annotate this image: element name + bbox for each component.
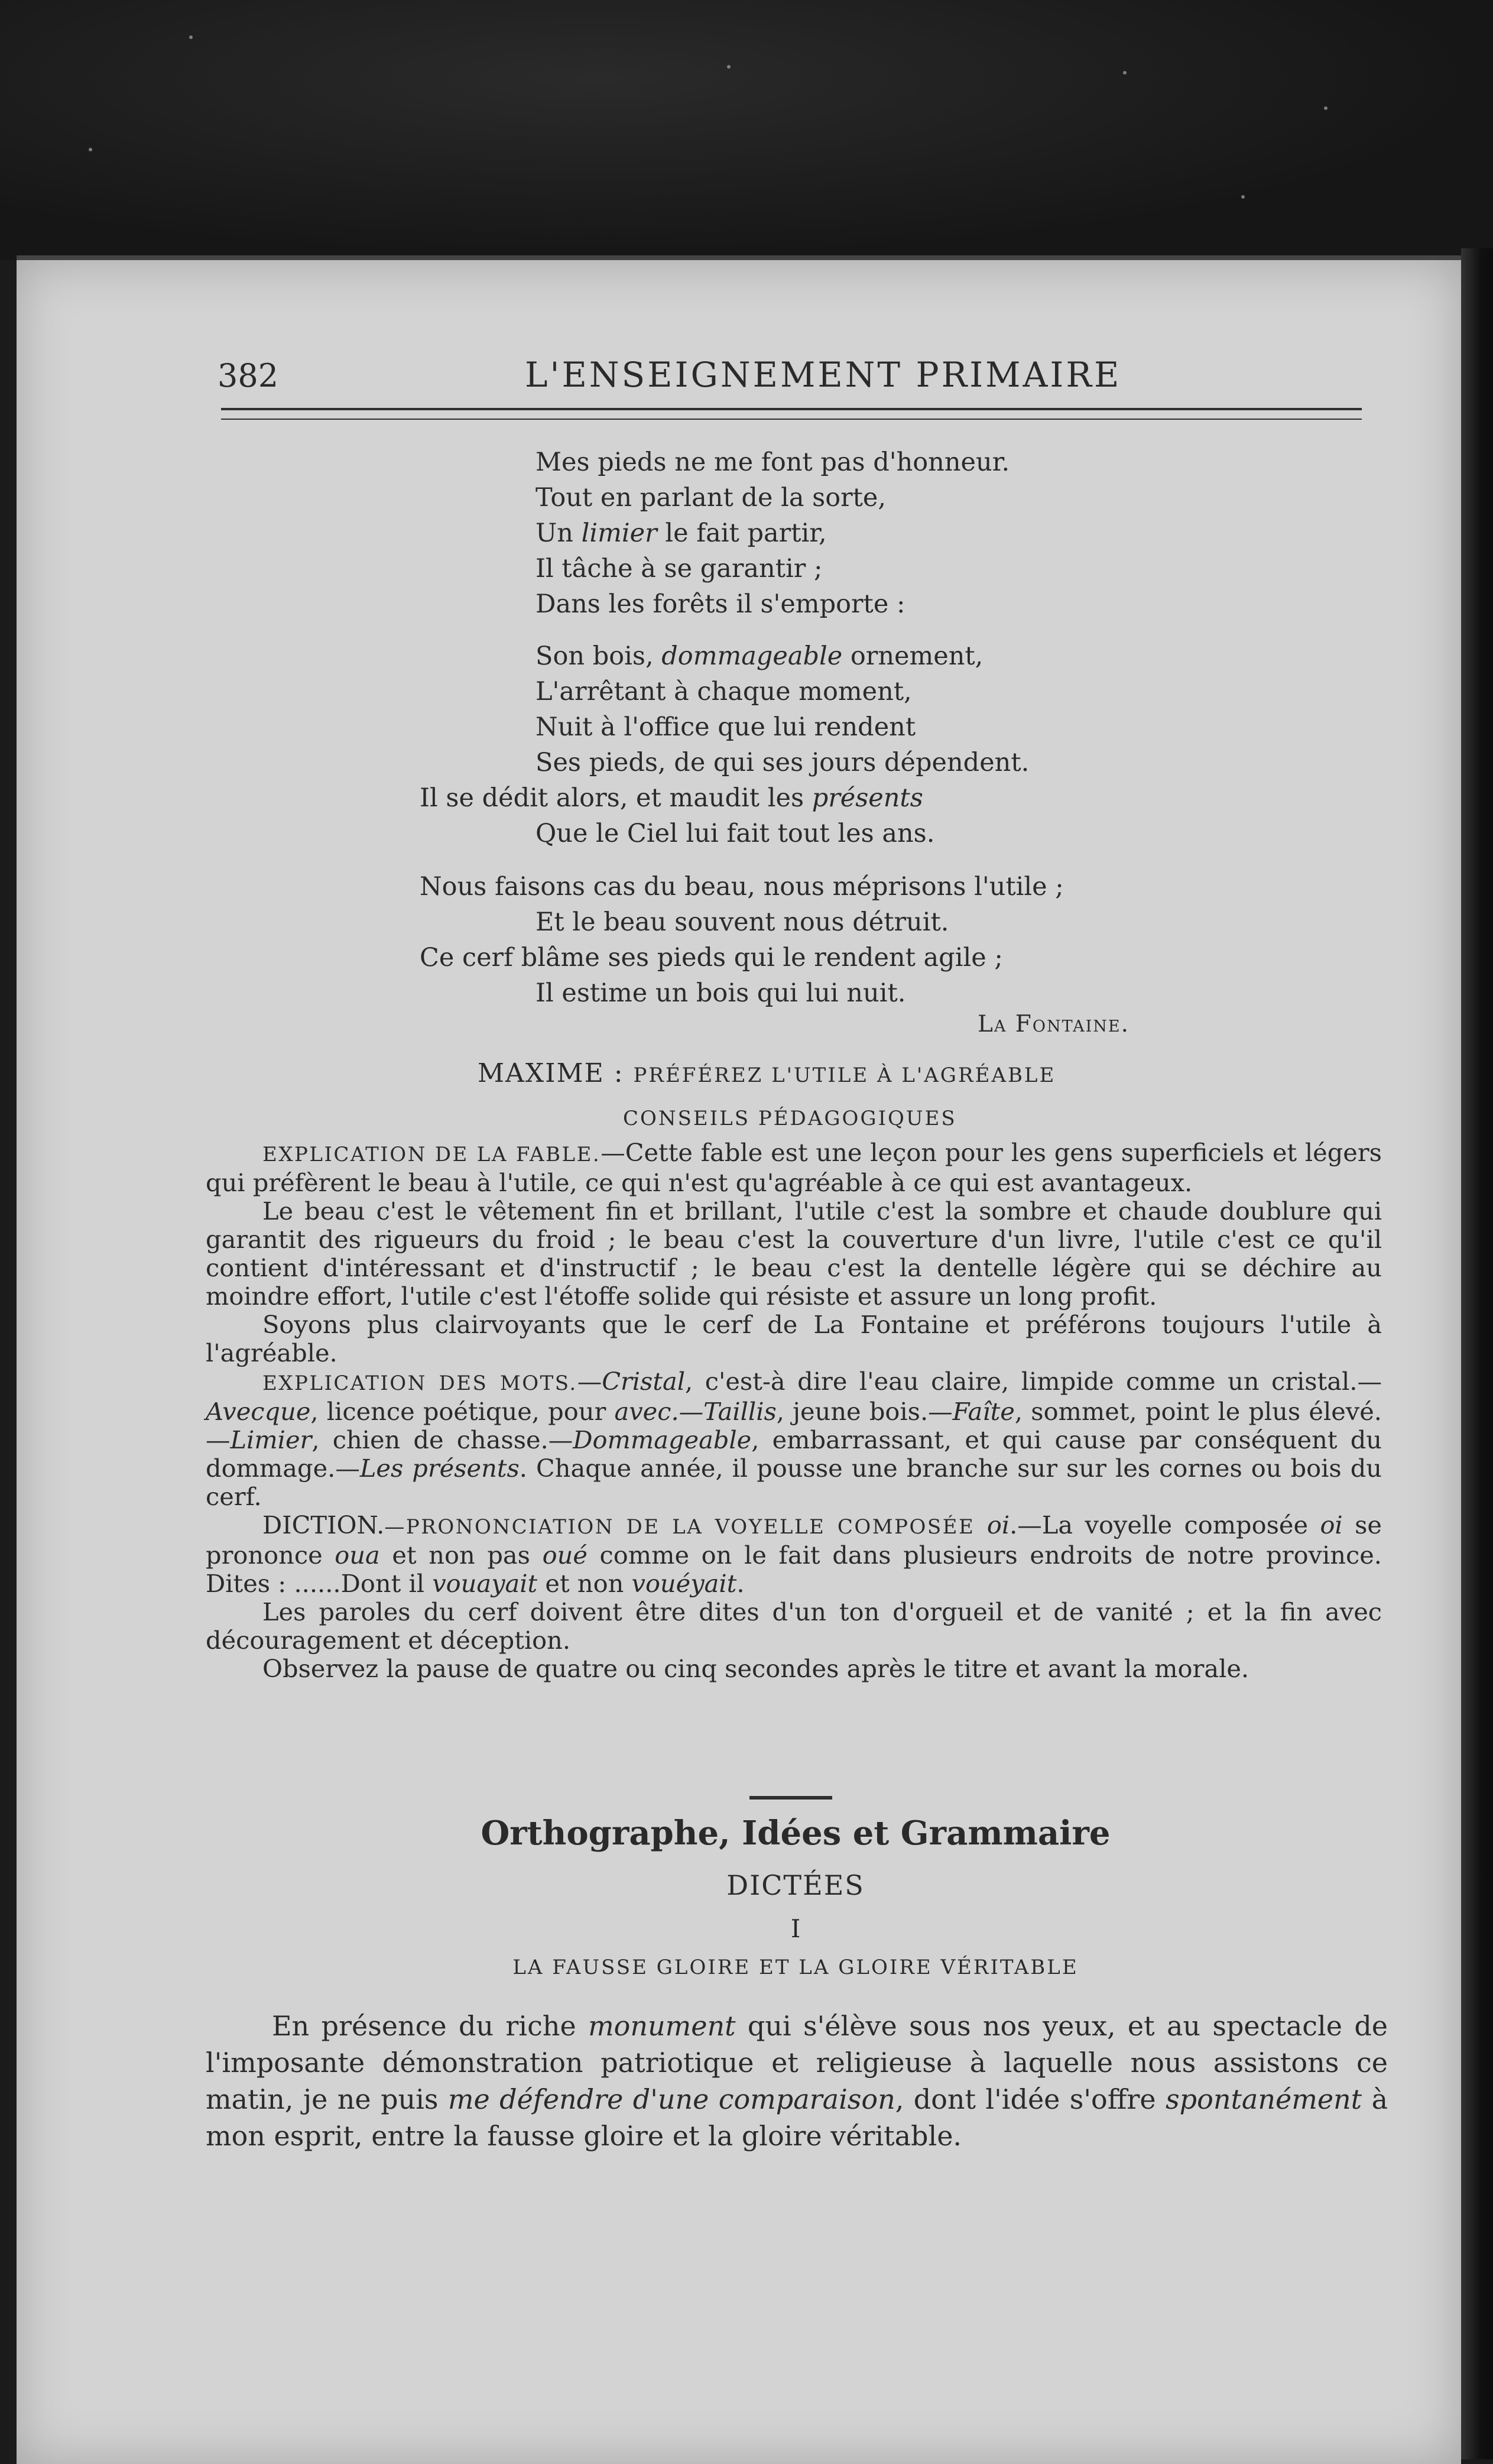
book-page bbox=[17, 255, 1461, 2464]
paragraph-beau: Le beau c'est le vêtement fin et brillant, l'utile c'est la sombre et chaude doublure qui garantit des rigueurs du froid ; le beau c'est la couverture d'un livre, l'utile c'est ce qu'il contient d'intéressant et d'instructif ; le beau c'est la dentelle légère qui se déchire au moindre effort, l'utile c'est l'étoffe solide qui résiste et assure un long profit. bbox=[206, 1197, 1382, 1311]
section-subtitle: DICTÉES bbox=[726, 1869, 865, 1901]
poem-line: Ses pieds, de qui ses jours dépendent. bbox=[535, 748, 1030, 777]
maxime-text: PRÉFÉREZ L'UTILE À L'AGRÉABLE bbox=[633, 1064, 1056, 1087]
poem-line: Il tâche à se garantir ; bbox=[535, 554, 823, 583]
header-double-rule bbox=[221, 408, 1362, 420]
paragraph-soyons: Soyons plus clairvoyants que le cerf de La Fontaine et préférons toujours l'utile à l'agréable. bbox=[206, 1310, 1382, 1367]
diction-paragraph bbox=[206, 1511, 1382, 1598]
poem-stanza-2 bbox=[420, 638, 1030, 851]
page-header bbox=[218, 343, 1388, 408]
poem-line: Nuit à l'office que lui rendent bbox=[535, 712, 916, 742]
poem-line: Tout en parlant de la sorte, bbox=[535, 483, 887, 513]
poem-stanza-1 bbox=[535, 445, 1010, 622]
section-title: Orthographe, Idées et Grammaire bbox=[481, 1814, 1111, 1853]
page-number: 382 bbox=[218, 357, 279, 394]
explication-fable-text: —Cette fable est une leçon pour les gens superficiels et légers qui préfèrent le beau à l'utile, ce qui n'est qu'agréable à ce qui est avantageux. bbox=[206, 1138, 1382, 1197]
dust-speck bbox=[727, 65, 731, 69]
background-dark-surface bbox=[0, 0, 1493, 260]
dictee-paragraph: En présence du riche monument qui s'élève sous nos yeux, et au spectacle de l'imposante démonstration patriotique et religieuse à laquelle nous assistons ce matin, je ne puis me défendre d'une comparaison, dont l'idée s'offre spontanément à mon esprit, entre la fausse gloire et la gloire véritable. bbox=[206, 2010, 1388, 2152]
explication-mots-text: —Cristal, c'est-à dire l'eau claire, limpide comme un cristal.—Avecque, licence poétique, pour avec.—Taillis, jeune bois.—Faîte, sommet, point le plus élevé.—Limier, chien de chasse.—Dommageable, embarrassant, et qui cause par conséquent du dommage.—Les présents. Chaque année, il pousse une branche sur sur les cornes ou bois du cerf. bbox=[206, 1367, 1382, 1511]
conseils-body bbox=[206, 1139, 1382, 1683]
poem-line: Il se dédit alors, et maudit les présents bbox=[420, 783, 923, 813]
diction-subheading: —PRONONCIATION DE LA VOYELLE COMPOSÉE bbox=[384, 1515, 987, 1539]
dust-speck bbox=[1123, 71, 1127, 74]
poem-line: Dans les forêts il s'emporte : bbox=[535, 589, 905, 619]
page-edge-shadow bbox=[1461, 248, 1493, 2459]
explication-mots-lead: EXPLICATION DES MOTS. bbox=[262, 1372, 577, 1395]
paragraph-pause: Observez la pause de quatre ou cinq secondes après le titre et avant la morale. bbox=[262, 1654, 1249, 1683]
poem-line: L'arrêtant à chaque moment, bbox=[535, 677, 912, 706]
dust-speck bbox=[89, 148, 92, 151]
dictee-number: I bbox=[790, 1914, 801, 1943]
diction-text: oi.—La voyelle composée oi se prononce oua et non pas oué comme on le fait dans plusieurs endroits de notre province. Dites : ......Dont il vouayait et non vouéyait. bbox=[206, 1510, 1382, 1598]
explication-mots-paragraph bbox=[206, 1367, 1382, 1511]
poem-line: Que le Ciel lui fait tout les ans. bbox=[535, 819, 935, 848]
dictee-body bbox=[206, 2008, 1388, 2154]
explication-fable-lead: EXPLICATION DE LA FABLE. bbox=[262, 1143, 601, 1166]
poem-line: Il estime un bois qui lui nuit. bbox=[535, 978, 906, 1008]
explication-fable-paragraph bbox=[206, 1139, 1382, 1197]
dust-speck bbox=[1241, 195, 1245, 199]
paragraph-paroles: Les paroles du cerf doivent être dites d'un ton d'orgueil et de vanité ; et la fin avec découragement et déception. bbox=[206, 1597, 1382, 1655]
poem-stanza-3 bbox=[420, 869, 1064, 1011]
poem-line: Un limier le fait partir, bbox=[535, 518, 827, 548]
dictee-title: LA FAUSSE GLOIRE ET LA GLOIRE VÉRITABLE bbox=[512, 1956, 1079, 1979]
diction-lead: DICTION. bbox=[262, 1510, 385, 1539]
poem-line: Et le beau souvent nous détruit. bbox=[535, 907, 949, 937]
poem-line: Nous faisons cas du beau, nous méprisons l'utile ; bbox=[420, 872, 1064, 902]
maxime-line bbox=[478, 1058, 1056, 1088]
poem-author: La Fontaine. bbox=[978, 1011, 1130, 1038]
dust-speck bbox=[189, 35, 193, 39]
section-divider bbox=[749, 1796, 832, 1800]
poem-line: Mes pieds ne me font pas d'honneur. bbox=[535, 448, 1010, 477]
poem-line: Son bois, dommageable ornement, bbox=[535, 641, 984, 671]
running-head: L'ENSEIGNEMENT PRIMAIRE bbox=[525, 355, 1122, 395]
poem-line: Ce cerf blâme ses pieds qui le rendent agile ; bbox=[420, 943, 1003, 972]
conseils-heading: CONSEILS PÉDAGOGIQUES bbox=[623, 1107, 957, 1130]
maxime-label: MAXIME : bbox=[478, 1058, 624, 1088]
dust-speck bbox=[1324, 106, 1328, 110]
